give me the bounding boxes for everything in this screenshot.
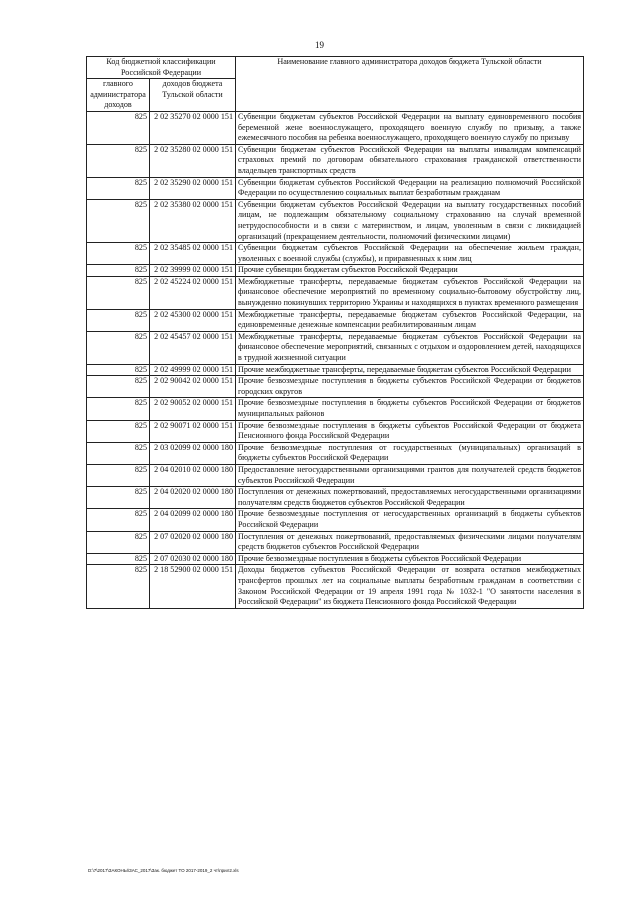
income-description-cell: Субвенции бюджетам субъектов Российской Федерации на обеспечение жильем граждан, уволенных с военной службы (службы), и приравненных к ним лиц <box>236 243 584 265</box>
admin-code-cell: 825 <box>87 464 150 486</box>
table-row <box>87 276 584 309</box>
admin-code-cell: 825 <box>87 565 150 608</box>
income-description-cell: Прочие безвозмездные поступления в бюджеты субъектов Российской Федерации от бюджета Пенсионного фонда Российской Федерации <box>236 420 584 442</box>
income-description-cell: Прочие безвозмездные поступления от государственных (муниципальных) организаций в бюджеты субъектов Российской Федерации <box>236 442 584 464</box>
income-description-cell: Межбюджетные трансферты, передаваемые бюджетам субъектов Российской Федерации на финансовое обеспечение мероприятий, связанных с отдыхом и оздоровлением детей, находящихся в трудной жизненной ситуации <box>236 331 584 364</box>
income-description-cell: Доходы бюджетов субъектов Российской Федерации от возврата остатков межбюджетных трансфертов прошлых лет на социальные выплаты безработным гражданам в соответствии с Законом Российской Федерации от 19 апреля 1991 года № 1032-1 "О занятости населения в Российской Федерации" из бюджета Пенсионного фонда Российской Федерации <box>236 565 584 608</box>
income-code-cell: 2 07 02030 02 0000 180 <box>150 553 236 565</box>
admin-code-cell: 825 <box>87 398 150 420</box>
admin-code-cell: 825 <box>87 309 150 331</box>
admin-code-cell: 825 <box>87 487 150 509</box>
income-code-cell: 2 02 35290 02 0000 151 <box>150 177 236 199</box>
income-description-cell: Прочие безвозмездные поступления в бюджеты субъектов Российской Федерации от бюджетов муниципальных районов <box>236 398 584 420</box>
admin-code-cell: 825 <box>87 364 150 376</box>
table-row <box>87 565 584 608</box>
admin-code-cell: 825 <box>87 111 150 144</box>
table-row <box>87 553 584 565</box>
table-row <box>87 177 584 199</box>
income-description-cell: Субвенции бюджетам субъектов Российской Федерации на реализацию полномочий Российской Федерации по осуществлению социальных выплат безработным гражданам <box>236 177 584 199</box>
table-row <box>87 464 584 486</box>
income-code-cell: 2 02 35380 02 0000 151 <box>150 199 236 242</box>
table-row <box>87 331 584 364</box>
admin-code-cell: 825 <box>87 442 150 464</box>
income-description-cell: Прочие безвозмездные поступления в бюджеты субъектов Российской Федерации <box>236 553 584 565</box>
code-group-header: Код бюджетной классификации Российской Федерации <box>87 57 236 79</box>
income-code-cell: 2 04 02010 02 0000 180 <box>150 464 236 486</box>
table-row <box>87 487 584 509</box>
income-description-cell: Межбюджетные трансферты, передаваемые бюджетам субъектов Российской Федерации, на единовременные денежные компенсации реабилитированным лицам <box>236 309 584 331</box>
income-code-cell: 2 07 02020 02 0000 180 <box>150 531 236 553</box>
budget-classification-table <box>86 56 584 609</box>
income-code-cell: 2 02 45457 02 0000 151 <box>150 331 236 364</box>
footer-file-path: D:\7\2017\ЗАКОНЫ\ЗАС_2017\Зак. бюджет ТО 2017-2019_2 чт\прил2.xls <box>88 868 239 873</box>
table-row <box>87 420 584 442</box>
income-code-cell: 2 02 90052 02 0000 151 <box>150 398 236 420</box>
admin-code-cell: 825 <box>87 509 150 531</box>
income-code-cell: 2 02 45224 02 0000 151 <box>150 276 236 309</box>
admin-code-cell: 825 <box>87 376 150 398</box>
income-code-cell: 2 03 02099 02 0000 180 <box>150 442 236 464</box>
table-row <box>87 265 584 277</box>
table-row <box>87 398 584 420</box>
table-body <box>87 111 584 608</box>
admin-code-cell: 825 <box>87 276 150 309</box>
income-code-cell: 2 02 35270 02 0000 151 <box>150 111 236 144</box>
income-description-cell: Прочие безвозмездные поступления от негосударственных организаций в бюджеты субъектов Российской Федерации <box>236 509 584 531</box>
income-description-cell: Предоставление негосударственными организациями грантов для получателей средств бюджетов субъектов Российской Федерации <box>236 464 584 486</box>
income-description-cell: Прочие безвозмездные поступления в бюджеты субъектов Российской Федерации от бюджетов городских округов <box>236 376 584 398</box>
table-row <box>87 364 584 376</box>
name-column-header: Наименование главного администратора доходов бюджета Тульской области <box>236 57 584 112</box>
table-row <box>87 309 584 331</box>
income-code-header: доходов бюджета Тульской области <box>150 79 236 112</box>
table-row <box>87 509 584 531</box>
income-description-cell: Поступления от денежных пожертвований, предоставляемых физическими лицами получателям средств бюджетов субъектов Российской Федерации <box>236 531 584 553</box>
header-row-1 <box>87 57 584 79</box>
income-description-cell: Межбюджетные трансферты, передаваемые бюджетам субъектов Российской Федерации на финансовое обеспечение мероприятий по временному социально-бытовому обустройству лиц, вынужденно покинувших территорию Украины и находящихся в пунктах временного размещения <box>236 276 584 309</box>
income-description-cell: Прочие межбюджетные трансферты, передаваемые бюджетам субъектов Российской Федерации <box>236 364 584 376</box>
admin-code-cell: 825 <box>87 265 150 277</box>
table-row <box>87 199 584 242</box>
income-description-cell: Субвенции бюджетам субъектов Российской Федерации на выплаты инвалидам компенсаций страховых премий по договорам обязательного страхования гражданской ответственности владельцев транспортных средств <box>236 144 584 177</box>
income-code-cell: 2 18 52900 02 0000 151 <box>150 565 236 608</box>
admin-code-cell: 825 <box>87 420 150 442</box>
income-code-cell: 2 04 02099 02 0000 180 <box>150 509 236 531</box>
table-row <box>87 376 584 398</box>
income-code-cell: 2 02 90071 02 0000 151 <box>150 420 236 442</box>
table-row <box>87 144 584 177</box>
admin-code-cell: 825 <box>87 531 150 553</box>
admin-code-header: главного администратора доходов <box>87 79 150 112</box>
income-description-cell: Субвенции бюджетам субъектов Российской Федерации на выплату единовременного пособия беременной жене военнослужащего, проходящего военную службу по призыву, а также ежемесячного пособия на ребенка военнослужащего, проходящего военную службу по призыву <box>236 111 584 144</box>
income-code-cell: 2 02 35280 02 0000 151 <box>150 144 236 177</box>
admin-code-cell: 825 <box>87 144 150 177</box>
income-code-cell: 2 02 90042 02 0000 151 <box>150 376 236 398</box>
income-description-cell: Прочие субвенции бюджетам субъектов Российской Федерации <box>236 265 584 277</box>
income-code-cell: 2 02 45300 02 0000 151 <box>150 309 236 331</box>
page-number: 19 <box>315 40 324 50</box>
income-code-cell: 2 02 39999 02 0000 151 <box>150 265 236 277</box>
admin-code-cell: 825 <box>87 243 150 265</box>
table-row <box>87 243 584 265</box>
table-row <box>87 531 584 553</box>
income-description-cell: Субвенции бюджетам субъектов Российской Федерации на выплату государственных пособий лицам, не подлежащим обязательному социальному страхованию на случай временной нетрудоспособности и в связи с материнством, и лицам, уволенным в связи с ликвидацией организаций (прекращением деятельности, полномочий физическими лицами) <box>236 199 584 242</box>
income-code-cell: 2 02 35485 02 0000 151 <box>150 243 236 265</box>
income-code-cell: 2 02 49999 02 0000 151 <box>150 364 236 376</box>
table-row <box>87 442 584 464</box>
admin-code-cell: 825 <box>87 553 150 565</box>
admin-code-cell: 825 <box>87 177 150 199</box>
admin-code-cell: 825 <box>87 199 150 242</box>
admin-code-cell: 825 <box>87 331 150 364</box>
income-description-cell: Поступления от денежных пожертвований, предоставляемых негосударственными организациями получателям средств бюджетов субъектов Российской Федерации <box>236 487 584 509</box>
table-row <box>87 111 584 144</box>
income-code-cell: 2 04 02020 02 0000 180 <box>150 487 236 509</box>
